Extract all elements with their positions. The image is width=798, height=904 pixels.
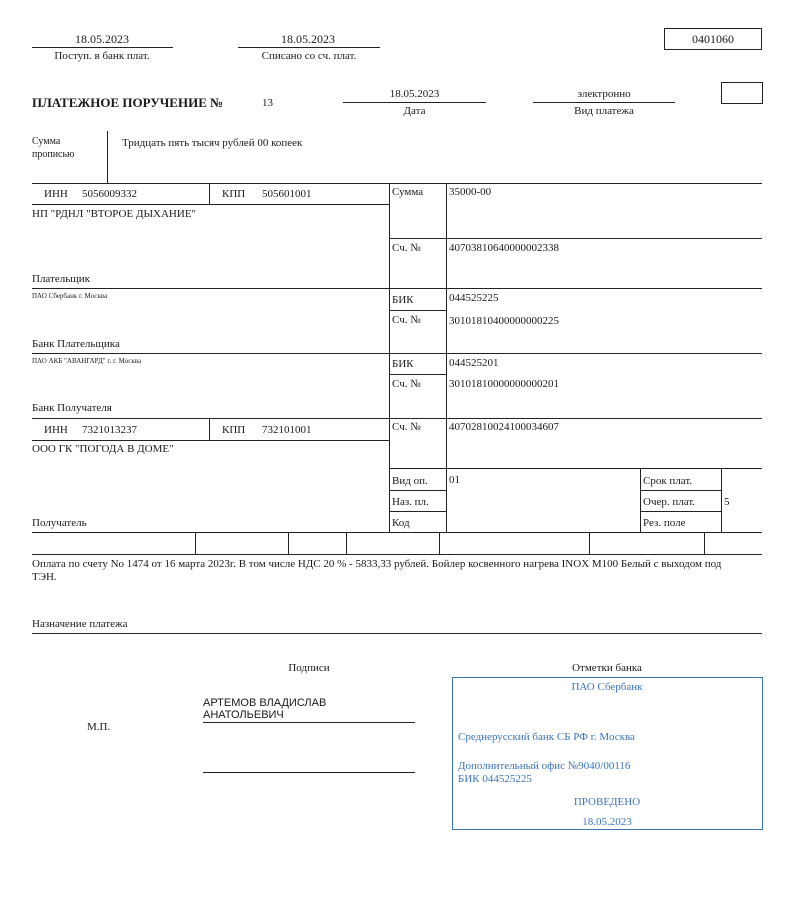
debited-label: Списано со сч. плат. (261, 50, 357, 62)
sum-value: 35000-00 (449, 186, 492, 198)
payee-label: Получатель (32, 517, 87, 529)
payer-bik-label: БИК (392, 294, 414, 306)
purpose-label: Назначение платежа (32, 618, 128, 630)
payer-name: НП "РДНЛ "ВТОРОЕ ДЫХАНИЕ" (32, 208, 197, 220)
priority-label: Очер. плат. (643, 496, 696, 508)
tax-field-divider (704, 532, 705, 554)
debited-date-line (238, 47, 380, 48)
grid-vline (389, 183, 390, 532)
payer-corr-account: 30101810400000000225 (449, 315, 559, 327)
payer-kpp: 505601001 (262, 188, 312, 200)
payer-corr-account-label: Сч. № (392, 314, 421, 326)
due-label: Срок плат. (643, 475, 693, 487)
tax-field-divider (589, 532, 590, 554)
document-number: 13 (262, 97, 273, 109)
purpose-line-2: ТЭН. (32, 571, 57, 583)
grid-line (32, 183, 762, 184)
payer-bik: 044525225 (449, 292, 499, 304)
payee-inn: 7321013237 (82, 424, 137, 436)
bank-stamp-bik: БИК 044525225 (458, 773, 532, 785)
code-label: Код (392, 517, 410, 529)
document-title: ПЛАТЕЖНОЕ ПОРУЧЕНИЕ № (32, 95, 224, 110)
grid-line (32, 440, 389, 441)
sum-label: Сумма (392, 186, 424, 198)
operation-type-label: Вид оп. (392, 475, 428, 487)
grid-vline (446, 183, 447, 532)
first-signature-line (203, 722, 415, 723)
payer-inn: 5056009332 (82, 188, 137, 200)
payer-kpp-label: КПП (222, 188, 246, 200)
payee-bik: 044525201 (449, 357, 499, 369)
bank-stamp-name: ПАО Сбербанк (571, 681, 643, 693)
priority-value: 5 (724, 496, 730, 508)
document-date: 18.05.2023 (389, 88, 440, 100)
grid-line (32, 353, 762, 354)
payer-account-label: Сч. № (392, 242, 421, 254)
grid-line (640, 511, 721, 512)
payee-account: 40702810024100034607 (449, 421, 559, 433)
payee-corr-account-label: Сч. № (392, 378, 421, 390)
received-date-line (32, 47, 173, 48)
amount-words-label-1: Сумма (32, 136, 61, 147)
document-date-line (343, 102, 486, 103)
payer-account: 40703810640000002338 (449, 242, 559, 254)
payment-type-label: Вид платежа (574, 105, 634, 117)
received-date: 18.05.2023 (75, 32, 129, 46)
payee-name: ООО ГК "ПОГОДА В ДОМЕ" (32, 443, 174, 455)
tax-field-divider (439, 532, 440, 554)
grid-line (32, 288, 762, 289)
form-code-box: 0401060 (664, 28, 762, 50)
amount-words-label-2: прописью (32, 149, 75, 160)
bank-stamp-office: Дополнительный офис №9040/00116 (458, 760, 631, 772)
grid-line (389, 511, 446, 512)
grid-vline (721, 468, 722, 532)
signatures-label: Подписи (288, 662, 330, 674)
grid-line (389, 468, 762, 469)
signer-line-2: АНАТОЛЬЕВИЧ (203, 709, 284, 721)
tax-field-divider (195, 532, 196, 554)
payee-bank-label: Банк Получателя (32, 402, 112, 414)
grid-line (32, 532, 762, 533)
grid-vline (209, 418, 210, 440)
payee-bik-label: БИК (392, 358, 414, 370)
grid-line (32, 418, 762, 419)
grid-vline (209, 183, 210, 204)
reserve-label: Рез. поле (643, 517, 686, 529)
payee-kpp: 732101001 (262, 424, 312, 436)
tax-field-divider (288, 532, 289, 554)
grid-vline (640, 468, 641, 532)
received-label: Поступ. в банк плат. (54, 50, 150, 62)
tax-field-divider (346, 532, 347, 554)
grid-line (32, 554, 762, 555)
second-signature-line (203, 772, 415, 773)
bank-marks-label: Отметки банка (572, 662, 642, 674)
bank-stamp-date: 18.05.2023 (582, 816, 632, 828)
operation-type: 01 (449, 474, 460, 486)
purpose-line-1: Оплата по счету No 1474 от 16 марта 2023г. В том числе НДС 20 % - 5833,33 рублей. Бойлер косвенного нагрева INOX M100 Белый с выходом под (32, 558, 722, 570)
purpose-code-label: Наз. пл. (392, 496, 429, 508)
grid-line (32, 204, 389, 205)
payee-inn-label: ИНН (44, 424, 68, 436)
grid-line (389, 374, 446, 375)
payer-inn-label: ИНН (44, 188, 68, 200)
amount-words-value: Тридцать пять тысяч рублей 00 копеек (122, 137, 303, 149)
bank-stamp-branch: Среднерусский банк СБ РФ г. Москва (458, 731, 635, 743)
stamp-label: М.П. (87, 721, 111, 733)
payee-account-label: Сч. № (392, 421, 421, 433)
purpose-line (32, 633, 762, 634)
payer-bank-label: Банк Плательщика (32, 338, 120, 350)
amount-words-divider (107, 131, 108, 183)
debited-date: 18.05.2023 (281, 32, 335, 46)
payee-kpp-label: КПП (222, 424, 246, 436)
grid-line (640, 490, 721, 491)
payer-bank-name: ПАО Сбербанк г. Москва (32, 292, 108, 300)
payment-type: электронно (577, 88, 631, 100)
payee-bank-name: ПАО АКБ "АВАНГАРД" г. г. Москва (32, 357, 142, 365)
payer-label: Плательщик (32, 273, 90, 285)
grid-line (389, 238, 762, 239)
payment-type-line (533, 102, 675, 103)
payee-corr-account: 30101810000000000201 (449, 378, 559, 390)
grid-line (389, 310, 446, 311)
signer-line-1: АРТЕМОВ ВЛАДИСЛАВ (203, 697, 327, 709)
document-date-label: Дата (403, 105, 426, 117)
grid-line (389, 490, 446, 491)
bank-stamp-status: ПРОВЕДЕНО (573, 796, 641, 808)
status-box (721, 82, 763, 104)
